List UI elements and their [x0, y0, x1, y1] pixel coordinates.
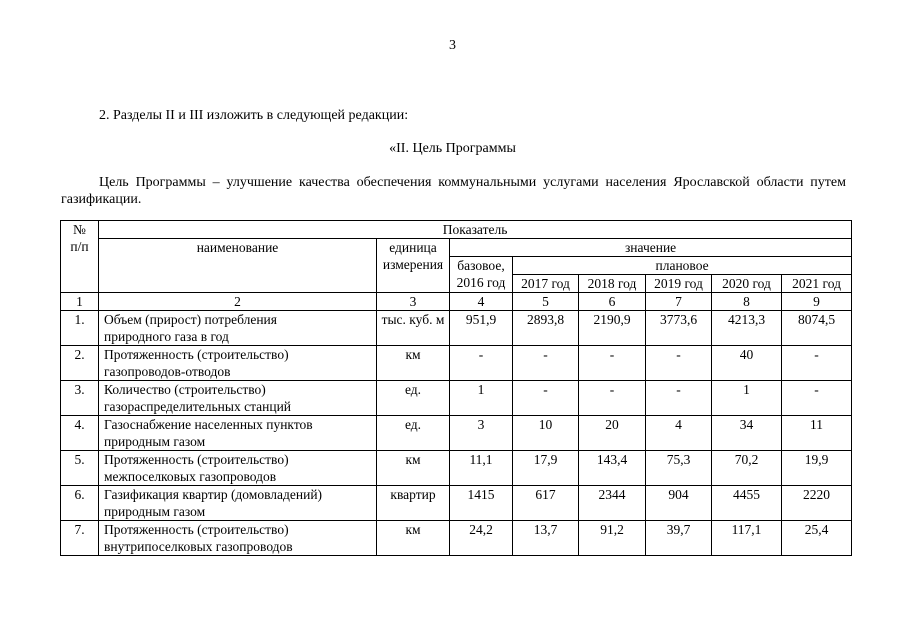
row-name: Протяженность (строительство) межпоселковых газопроводов	[99, 451, 377, 486]
row-value: 17,9	[513, 451, 579, 486]
row-value: -	[513, 346, 579, 381]
table-row	[61, 311, 852, 346]
header-year: 2018 год	[579, 275, 646, 293]
row-value: -	[646, 346, 712, 381]
row-value: -	[782, 381, 852, 416]
header-value: значение	[450, 239, 852, 257]
page-number: 3	[449, 38, 456, 53]
row-value: 1	[712, 381, 782, 416]
header-year: 2017 год	[513, 275, 579, 293]
row-value: -	[450, 346, 513, 381]
table-row	[61, 451, 852, 486]
column-number: 4	[450, 293, 513, 311]
row-value: 4455	[712, 486, 782, 521]
row-value: 117,1	[712, 521, 782, 556]
row-value: 4213,3	[712, 311, 782, 346]
column-number: 3	[377, 293, 450, 311]
table-row	[61, 521, 852, 556]
row-value: -	[513, 381, 579, 416]
row-value: 2344	[579, 486, 646, 521]
row-name: Газификация квартир (домовладений) природным газом	[99, 486, 377, 521]
row-number: 1.	[61, 311, 99, 346]
column-number: 5	[513, 293, 579, 311]
row-name: Протяженность (строительство) внутрипоселковых газопроводов	[99, 521, 377, 556]
row-value: 19,9	[782, 451, 852, 486]
header-indicator: Показатель	[99, 221, 852, 239]
row-value: 2893,8	[513, 311, 579, 346]
row-value: 1415	[450, 486, 513, 521]
column-number: 2	[99, 293, 377, 311]
row-value: 25,4	[782, 521, 852, 556]
row-name: Количество (строительство) газораспределительных станций	[99, 381, 377, 416]
row-value: 10	[513, 416, 579, 451]
row-value: 20	[579, 416, 646, 451]
row-unit: км	[377, 521, 450, 556]
goal-paragraph: Цель Программы – улучшение качества обеспечения коммунальными услугами населения Ярославской области путем газификации.	[61, 175, 846, 207]
row-value: 143,4	[579, 451, 646, 486]
row-value: 11	[782, 416, 852, 451]
row-number: 4.	[61, 416, 99, 451]
row-unit: квартир	[377, 486, 450, 521]
row-value: 2220	[782, 486, 852, 521]
table-row	[61, 346, 852, 381]
row-number: 7.	[61, 521, 99, 556]
row-value: 3773,6	[646, 311, 712, 346]
row-number: 6.	[61, 486, 99, 521]
indicators-table	[60, 220, 852, 556]
column-number: 8	[712, 293, 782, 311]
row-value: 13,7	[513, 521, 579, 556]
header-name: наименование	[99, 239, 377, 293]
column-number: 9	[782, 293, 852, 311]
header-number: № п/п	[61, 221, 99, 293]
row-unit: ед.	[377, 381, 450, 416]
row-name: Газоснабжение населенных пунктов природным газом	[99, 416, 377, 451]
column-number: 7	[646, 293, 712, 311]
table-row	[61, 416, 852, 451]
header-unit: единица измерения	[377, 239, 450, 293]
intro-paragraph: 2. Разделы II и III изложить в следующей редакции:	[99, 108, 409, 123]
row-name: Протяженность (строительство) газопроводов-отводов	[99, 346, 377, 381]
row-value: 40	[712, 346, 782, 381]
row-value: 91,2	[579, 521, 646, 556]
row-value: 11,1	[450, 451, 513, 486]
row-number: 5.	[61, 451, 99, 486]
row-value: 617	[513, 486, 579, 521]
header-year: 2020 год	[712, 275, 782, 293]
row-value: 4	[646, 416, 712, 451]
row-value: 39,7	[646, 521, 712, 556]
row-value: 75,3	[646, 451, 712, 486]
row-unit: км	[377, 451, 450, 486]
row-value: 2190,9	[579, 311, 646, 346]
row-value: 3	[450, 416, 513, 451]
header-planned: плановое	[513, 257, 852, 275]
row-number: 2.	[61, 346, 99, 381]
row-value: -	[579, 346, 646, 381]
row-value: 34	[712, 416, 782, 451]
row-value: -	[646, 381, 712, 416]
table-row	[61, 486, 852, 521]
row-unit: тыс. куб. м	[377, 311, 450, 346]
section-title: «II. Цель Программы	[389, 141, 516, 156]
column-number: 1	[61, 293, 99, 311]
header-base: базовое, 2016 год	[450, 257, 513, 293]
row-value: -	[579, 381, 646, 416]
row-value: 70,2	[712, 451, 782, 486]
header-year: 2021 год	[782, 275, 852, 293]
row-name: Объем (прирост) потребления природного газа в год	[99, 311, 377, 346]
row-value: 904	[646, 486, 712, 521]
row-unit: км	[377, 346, 450, 381]
header-year: 2019 год	[646, 275, 712, 293]
row-unit: ед.	[377, 416, 450, 451]
row-value: 24,2	[450, 521, 513, 556]
column-number: 6	[579, 293, 646, 311]
table-row	[61, 381, 852, 416]
row-value: 1	[450, 381, 513, 416]
row-number: 3.	[61, 381, 99, 416]
row-value: 8074,5	[782, 311, 852, 346]
row-value: -	[782, 346, 852, 381]
row-value: 951,9	[450, 311, 513, 346]
